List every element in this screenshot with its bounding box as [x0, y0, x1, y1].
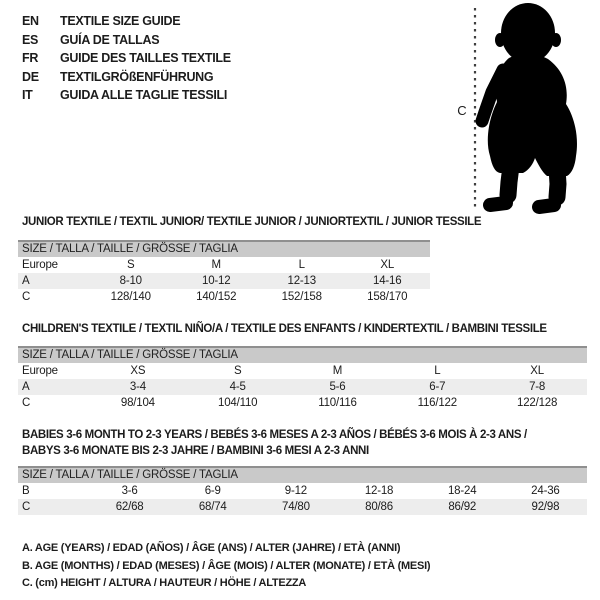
height-cell: 158/170 — [367, 291, 408, 303]
age-cell: 6-9 — [204, 485, 221, 497]
height-cell: 98/104 — [120, 397, 155, 409]
row-label: A — [22, 381, 30, 393]
row-label: C — [22, 291, 31, 303]
footnote-age-months: B. AGE (MONTHS) / EDAD (MESES) / ÂGE (MOIS) / ALTER (MONATE) / ETÀ (MESI) — [22, 559, 431, 572]
row-label: C — [22, 397, 31, 409]
age-cell: 8-10 — [119, 275, 142, 287]
size-header-label: SIZE / TALLA / TAILLE / GRÖSSE / TAGLIA — [18, 241, 430, 257]
height-cell: 152/158 — [281, 291, 322, 303]
height-cell: 140/152 — [196, 291, 237, 303]
size-cell: M — [211, 259, 221, 271]
language-code: ES — [22, 32, 39, 47]
size-cell: XL — [380, 259, 395, 271]
size-table-babies — [18, 466, 587, 515]
section-title-babies — [22, 427, 527, 459]
table-header-row — [18, 467, 587, 483]
age-cell: 18-24 — [447, 485, 477, 497]
size-header-label: SIZE / TALLA / TAILLE / GRÖSSE / TAGLIA — [18, 467, 587, 483]
language-title: GUIDE DES TAILLES TEXTILE — [60, 51, 231, 65]
section-title-babies-line1: BABIES 3-6 MONTH TO 2-3 YEARS / BEBÉS 3-6 MESES A 2-3 AÑOS / BÉBÉS 3-6 MOIS À 2-3 ANS / — [22, 429, 527, 441]
section-title-junior: JUNIOR TEXTILE / TEXTIL JUNIOR/ TEXTILE JUNIOR / JUNIORTEXTIL / JUNIOR TESSILE — [22, 216, 482, 228]
height-cell: 86/92 — [448, 501, 477, 513]
language-code: IT — [22, 88, 33, 102]
row-label: A — [22, 275, 30, 287]
table-row-age — [18, 273, 430, 289]
table-header-row — [18, 347, 587, 363]
height-cell: 68/74 — [198, 501, 227, 513]
age-cell: 4-5 — [229, 381, 246, 393]
language-title: GUÍA DE TALLAS — [60, 32, 160, 47]
table-row-europe — [18, 257, 430, 273]
table-row-height — [18, 499, 587, 515]
size-cell: XS — [130, 365, 146, 377]
row-label: Europe — [22, 259, 58, 271]
size-cell: L — [298, 259, 305, 271]
age-cell: 7-8 — [529, 381, 546, 393]
age-cell: 14-16 — [373, 275, 402, 287]
row-label: Europe — [22, 365, 58, 377]
age-cell: 12-13 — [287, 275, 316, 287]
language-code: DE — [22, 69, 39, 84]
footnote-age-years: A. AGE (YEARS) / EDAD (AÑOS) / ÂGE (ANS) / ALTER (JAHRE) / ETÀ (ANNI) — [22, 542, 401, 554]
height-cell: 104/110 — [218, 397, 258, 409]
height-cell: 74/80 — [282, 501, 310, 513]
language-title: GUIDA ALLE TAGLIE TESSILI — [60, 88, 228, 102]
footnote-legend — [22, 540, 430, 593]
age-cell: 9-12 — [284, 485, 307, 497]
age-cell: 3-4 — [129, 381, 146, 393]
size-cell: M — [332, 365, 343, 377]
age-cell: 12-18 — [364, 485, 394, 497]
row-label: B — [22, 485, 30, 497]
language-row-fr — [22, 49, 231, 68]
size-cell: S — [127, 259, 135, 271]
toddler-figure — [445, 0, 595, 215]
size-cell: XL — [530, 365, 544, 377]
size-table-children — [18, 346, 587, 411]
dimension-label-c: C — [457, 103, 467, 118]
size-cell: L — [434, 365, 441, 377]
height-cell: 110/116 — [318, 397, 357, 409]
language-row-de — [22, 68, 231, 87]
table-row-age-months — [18, 483, 587, 499]
language-row-en — [22, 12, 231, 31]
section-title-babies-line2: BABYS 3-6 MONATE BIS 2-3 JAHRE / BAMBINI 3-6 MESI A 2-3 ANNI — [22, 445, 369, 457]
table-row-height — [18, 289, 430, 305]
table-header-row — [18, 241, 430, 257]
age-cell: 5-6 — [329, 381, 346, 393]
table-row-height — [18, 395, 587, 411]
language-title: TEXTILGRÖßENFÜHRUNG — [60, 69, 214, 84]
language-row-it — [22, 86, 231, 105]
height-cell: 80/86 — [365, 501, 393, 513]
age-cell: 10-12 — [202, 275, 231, 287]
table-row-europe — [18, 363, 587, 379]
age-cell: 3-6 — [121, 485, 138, 497]
language-title: TEXTILE SIZE GUIDE — [60, 14, 181, 28]
language-title-list — [22, 12, 231, 105]
table-row-age — [18, 379, 587, 395]
size-header-label: SIZE / TALLA / TAILLE / GRÖSSE / TAGLIA — [18, 347, 587, 363]
age-cell: 6-7 — [429, 381, 446, 393]
size-cell: S — [233, 365, 242, 377]
section-title-children: CHILDREN'S TEXTILE / TEXTIL NIÑO/A / TEXTILE DES ENFANTS / KINDERTEXTIL / BAMBINI TESSILE — [22, 323, 547, 335]
age-cell: 24-36 — [531, 485, 560, 497]
baby-silhouette-icon — [482, 3, 577, 207]
height-cell: 92/98 — [531, 501, 560, 513]
height-cell: 128/140 — [110, 291, 151, 303]
footnote-height: C. (cm) HEIGHT / ALTURA / HAUTEUR / HÖHE / ALTEZZA — [22, 577, 307, 589]
height-cell: 62/68 — [115, 501, 144, 513]
height-cell: 122/128 — [517, 397, 558, 409]
height-cell: 116/122 — [417, 397, 457, 409]
language-code: FR — [22, 51, 39, 65]
size-table-junior — [18, 240, 430, 305]
row-label: C — [22, 501, 31, 513]
language-row-es — [22, 31, 231, 50]
language-code: EN — [22, 14, 39, 28]
